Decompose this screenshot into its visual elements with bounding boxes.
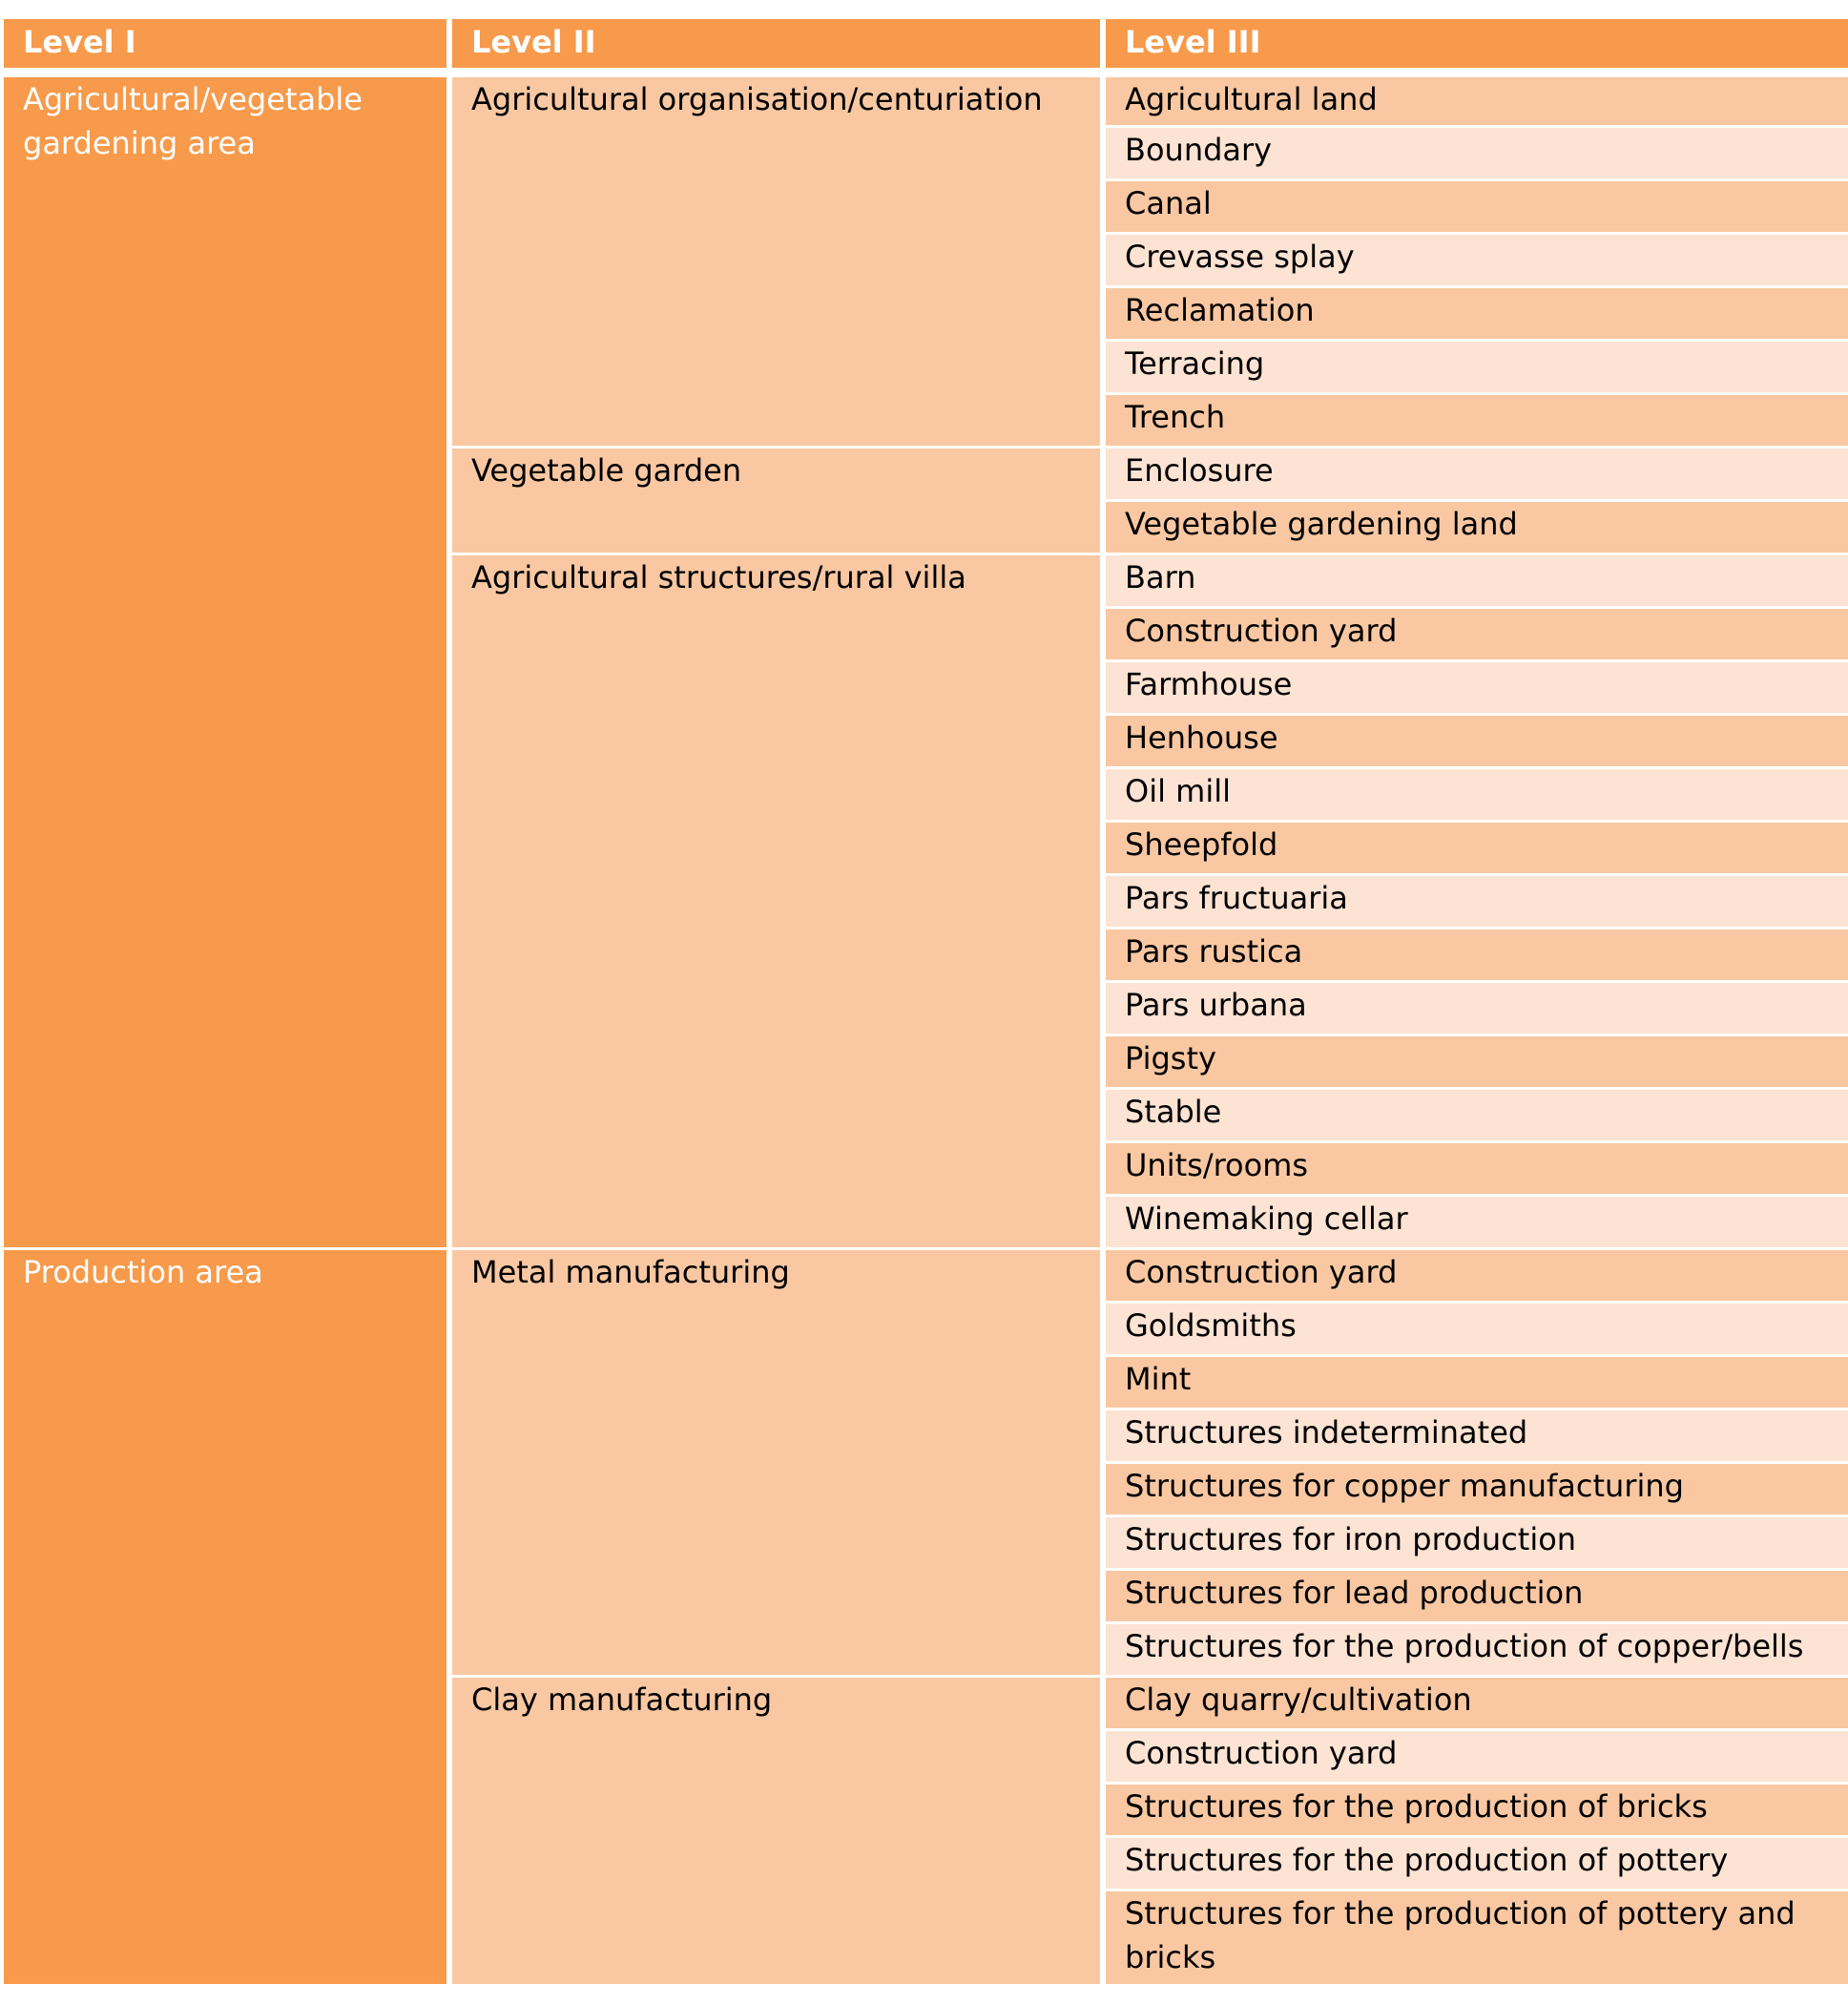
level-3-cell: Structures for the production of pottery xyxy=(1103,1836,1848,1890)
level-3-cell: Construction yard xyxy=(1103,1729,1848,1783)
level-3-cell: Structures for the production of pottery and bricks xyxy=(1103,1890,1848,1985)
level-3-cell: Mint xyxy=(1103,1355,1848,1409)
level-3-cell: Vegetable gardening land xyxy=(1103,500,1848,553)
table-body xyxy=(4,73,1848,1985)
level-3-cell: Agricultural land xyxy=(1103,73,1848,126)
level-3-cell: Clay quarry/cultivation xyxy=(1103,1676,1848,1729)
level-2-cell: Clay manufacturing xyxy=(449,1676,1103,1985)
level-3-cell: Stable xyxy=(1103,1088,1848,1141)
level-3-cell: Construction yard xyxy=(1103,607,1848,660)
level-3-cell: Pars rustica xyxy=(1103,928,1848,981)
level-3-cell: Barn xyxy=(1103,553,1848,607)
level-3-cell: Pars urbana xyxy=(1103,981,1848,1034)
level-3-cell: Structures for iron production xyxy=(1103,1515,1848,1569)
level-3-cell: Boundary xyxy=(1103,126,1848,179)
level-3-cell: Structures for copper manufacturing xyxy=(1103,1462,1848,1515)
level-1-cell: Production area xyxy=(4,1248,449,1985)
level-3-cell: Pars fructuaria xyxy=(1103,874,1848,928)
level-3-cell: Goldsmiths xyxy=(1103,1302,1848,1355)
table-row xyxy=(4,1248,1848,1302)
level-3-cell: Oil mill xyxy=(1103,767,1848,821)
level-3-cell: Terracing xyxy=(1103,340,1848,393)
level-3-cell: Enclosure xyxy=(1103,447,1848,500)
level-2-cell: Vegetable garden xyxy=(449,447,1103,553)
level-3-cell: Structures for the production of bricks xyxy=(1103,1783,1848,1836)
header-level-2: Level II xyxy=(449,19,1103,73)
level-3-cell: Pigsty xyxy=(1103,1034,1848,1088)
level-3-cell: Winemaking cellar xyxy=(1103,1195,1848,1248)
level-3-cell: Structures indeterminated xyxy=(1103,1409,1848,1462)
level-2-cell: Agricultural structures/rural villa xyxy=(449,553,1103,1248)
level-2-cell: Metal manufacturing xyxy=(449,1248,1103,1676)
level-3-cell: Henhouse xyxy=(1103,714,1848,767)
level-3-cell: Sheepfold xyxy=(1103,821,1848,874)
level-2-cell: Agricultural organisation/centuriation xyxy=(449,73,1103,447)
level-3-cell: Canal xyxy=(1103,179,1848,233)
header-level-3: Level III xyxy=(1103,19,1848,73)
level-3-cell: Structures for lead production xyxy=(1103,1569,1848,1622)
level-3-cell: Reclamation xyxy=(1103,286,1848,340)
level-3-cell: Trench xyxy=(1103,393,1848,447)
level-3-cell: Construction yard xyxy=(1103,1248,1848,1302)
level-1-cell: Agricultural/vegetable gardening area xyxy=(4,73,449,1248)
level-3-cell: Units/rooms xyxy=(1103,1141,1848,1195)
table-row xyxy=(4,73,1848,126)
header-level-1: Level I xyxy=(4,19,449,73)
level-3-cell: Structures for the production of copper/bells xyxy=(1103,1622,1848,1676)
level-3-cell: Farmhouse xyxy=(1103,660,1848,714)
classification-table xyxy=(4,19,1848,1987)
header-row xyxy=(4,19,1848,73)
level-3-cell: Crevasse splay xyxy=(1103,233,1848,286)
